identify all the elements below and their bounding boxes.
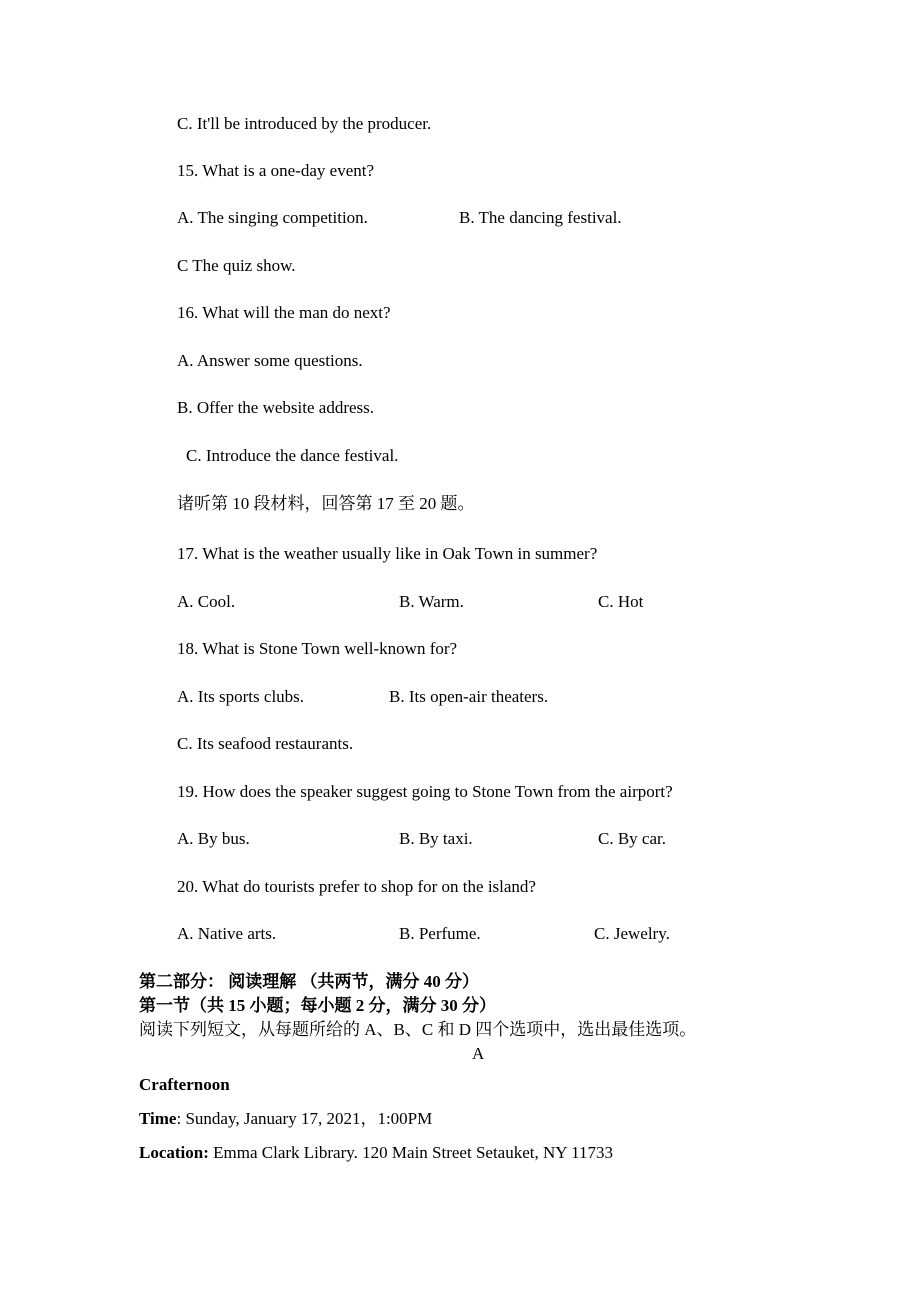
passage-location (139, 1143, 613, 1163)
q15-question: 15. What is a one-day event? (177, 161, 375, 180)
q16-question: 16. What will the man do next? (177, 303, 391, 322)
q19-option-a: A. By bus. (177, 829, 250, 848)
q20-option-b: B. Perfume. (399, 924, 481, 943)
q20-question: 20. What do tourists prefer to shop for on the island? (177, 877, 536, 896)
passage-label: A (472, 1044, 485, 1063)
q17-option-a: A. Cool. (177, 592, 236, 611)
q19-option-c: C. By car. (598, 829, 666, 848)
location-value: Emma Clark Library. 120 Main Street Setauket, NY 11733 (208, 1143, 614, 1162)
q18-option-a: A. Its sports clubs. (177, 687, 305, 706)
time-value: : Sunday, January 17, 2021，1:00PM (176, 1109, 433, 1128)
time-label: Time (139, 1109, 177, 1128)
passage-time (139, 1109, 432, 1129)
passage-title: Crafternoon (139, 1075, 230, 1094)
q19-option-b: B. By taxi. (399, 829, 473, 848)
q18-question: 18. What is Stone Town well-known for? (177, 639, 458, 658)
q20-option-a: A. Native arts. (177, 924, 277, 943)
part2-heading: 第二部分： 阅读理解 （共两节，满分 40 分） (139, 972, 479, 991)
q17-option-c: C. Hot (598, 592, 644, 611)
listening-instruction-10: 诸听第 10 段材料，回答第 17 至 20 题。 (177, 494, 475, 513)
q17-question: 17. What is the weather usually like in Oak Town in summer? (177, 544, 598, 563)
location-label: Location: (139, 1143, 209, 1162)
q19-question: 19. How does the speaker suggest going to Stone Town from the airport? (177, 782, 673, 801)
q16-option-a: A. Answer some questions. (177, 351, 363, 370)
q17-option-b: B. Warm. (399, 592, 464, 611)
q18-option-c: C. Its seafood restaurants. (177, 734, 354, 753)
q16-option-b: B. Offer the website address. (177, 398, 375, 417)
q14-option-c: C. It'll be introduced by the producer. (177, 114, 432, 133)
q15-option-a: A. The singing competition. (177, 208, 368, 227)
q15-option-b: B. The dancing festival. (459, 208, 622, 227)
section1-heading: 第一节（共 15 小题；每小题 2 分，满分 30 分） (139, 996, 496, 1015)
q15-option-c: C The quiz show. (177, 256, 296, 275)
q20-option-c: C. Jewelry. (594, 924, 670, 943)
q18-option-b: B. Its open-air theaters. (389, 687, 549, 706)
reading-directions: 阅读下列短文，从每题所给的 A、B、C 和 D 四个选项中，选出最佳选项。 (139, 1020, 697, 1039)
q16-option-c: C. Introduce the dance festival. (186, 446, 399, 465)
